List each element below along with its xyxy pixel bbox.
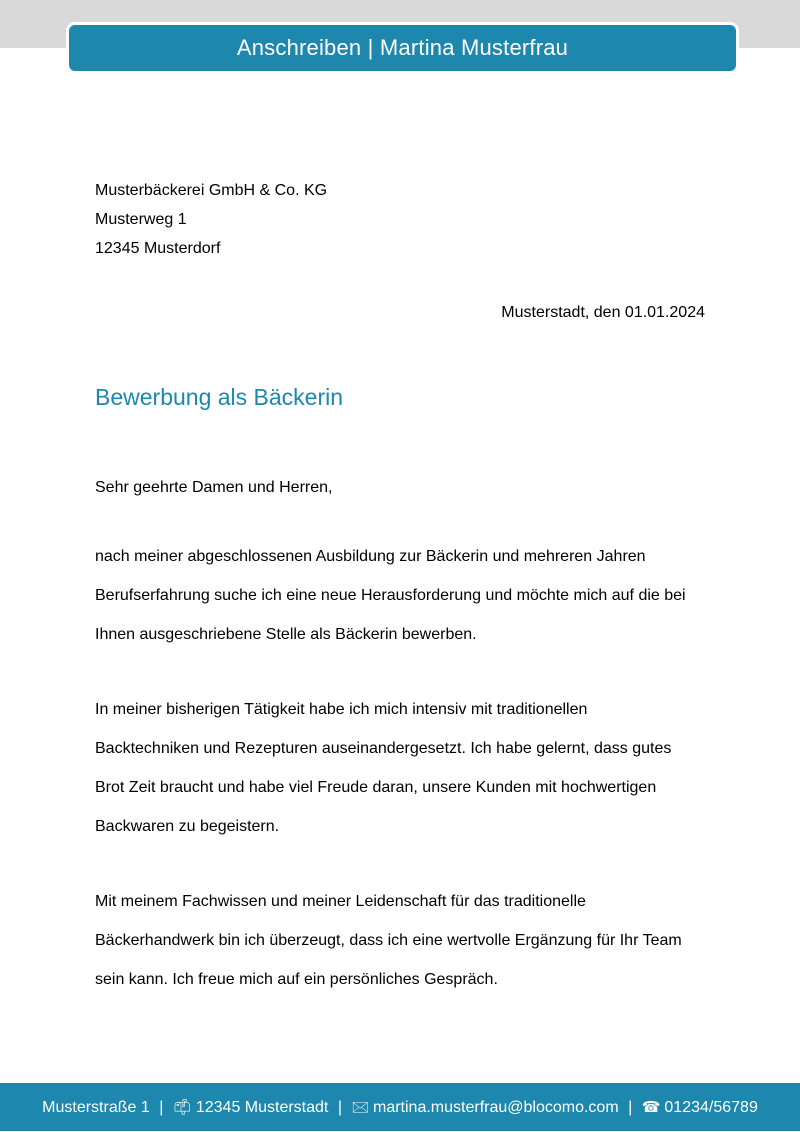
footer-city: 12345 Musterstadt <box>195 1099 329 1116</box>
paragraph-line: Brot Zeit braucht und habe viel Freude daran, unsere Kunden mit hochwertigen <box>95 779 657 796</box>
page-title: Anschreiben | Martina Musterfrau <box>66 22 739 74</box>
paragraph-line: nach meiner abgeschlossenen Ausbildung zur Bäckerin und mehreren Jahren <box>95 548 646 565</box>
paragraph-line: Backwaren zu begeistern. <box>95 818 280 835</box>
paragraph-2 <box>95 690 715 846</box>
paragraph-line: Ihnen ausgeschriebene Stelle als Bäckerin bewerben. <box>95 626 477 643</box>
letter-date: Musterstadt, den 01.01.2024 <box>501 304 705 321</box>
paragraph-line: Backtechniken und Rezepturen auseinandergesetzt. Ich habe gelernt, dass gutes <box>95 740 672 757</box>
footer-separator: | <box>337 1099 342 1116</box>
recipient-address <box>95 176 327 263</box>
letter-subject: Bewerbung als Bäckerin <box>95 384 344 410</box>
telephone-icon: ☎ <box>641 1098 661 1116</box>
recipient-company: Musterbäckerei GmbH & Co. KG <box>95 182 328 199</box>
footer-street: Musterstraße 1 <box>42 1099 150 1116</box>
paragraph-1 <box>95 537 715 654</box>
salutation: Sehr geehrte Damen und Herren, <box>95 479 333 496</box>
paragraph-line: Berufserfahrung suche ich eine neue Herausforderung und möchte mich auf die bei <box>95 587 686 604</box>
mailbox-icon: 📫︎ <box>172 1098 192 1116</box>
paragraph-line: Mit meinem Fachwissen und meiner Leidenschaft für das traditionelle <box>95 893 586 910</box>
footer-separator: | <box>628 1099 633 1116</box>
paragraph-line: sein kann. Ich freue mich auf ein persönliches Gespräch. <box>95 971 498 988</box>
recipient-street: Musterweg 1 <box>95 211 187 228</box>
paragraph-line: In meiner bisherigen Tätigkeit habe ich mich intensiv mit traditionellen <box>95 701 588 718</box>
footer-contact-bar <box>0 1083 800 1131</box>
footer-email: martina.musterfrau@blocomo.com <box>373 1099 619 1116</box>
footer-phone: 01234/56789 <box>664 1099 758 1116</box>
paragraph-line: Bäckerhandwerk bin ich überzeugt, dass ich eine wertvolle Ergänzung für Ihr Team <box>95 932 682 949</box>
footer-separator: | <box>159 1099 164 1116</box>
paragraph-3 <box>95 882 715 999</box>
recipient-city: 12345 Musterdorf <box>95 240 221 257</box>
envelope-icon: 🖂 <box>351 1098 369 1116</box>
